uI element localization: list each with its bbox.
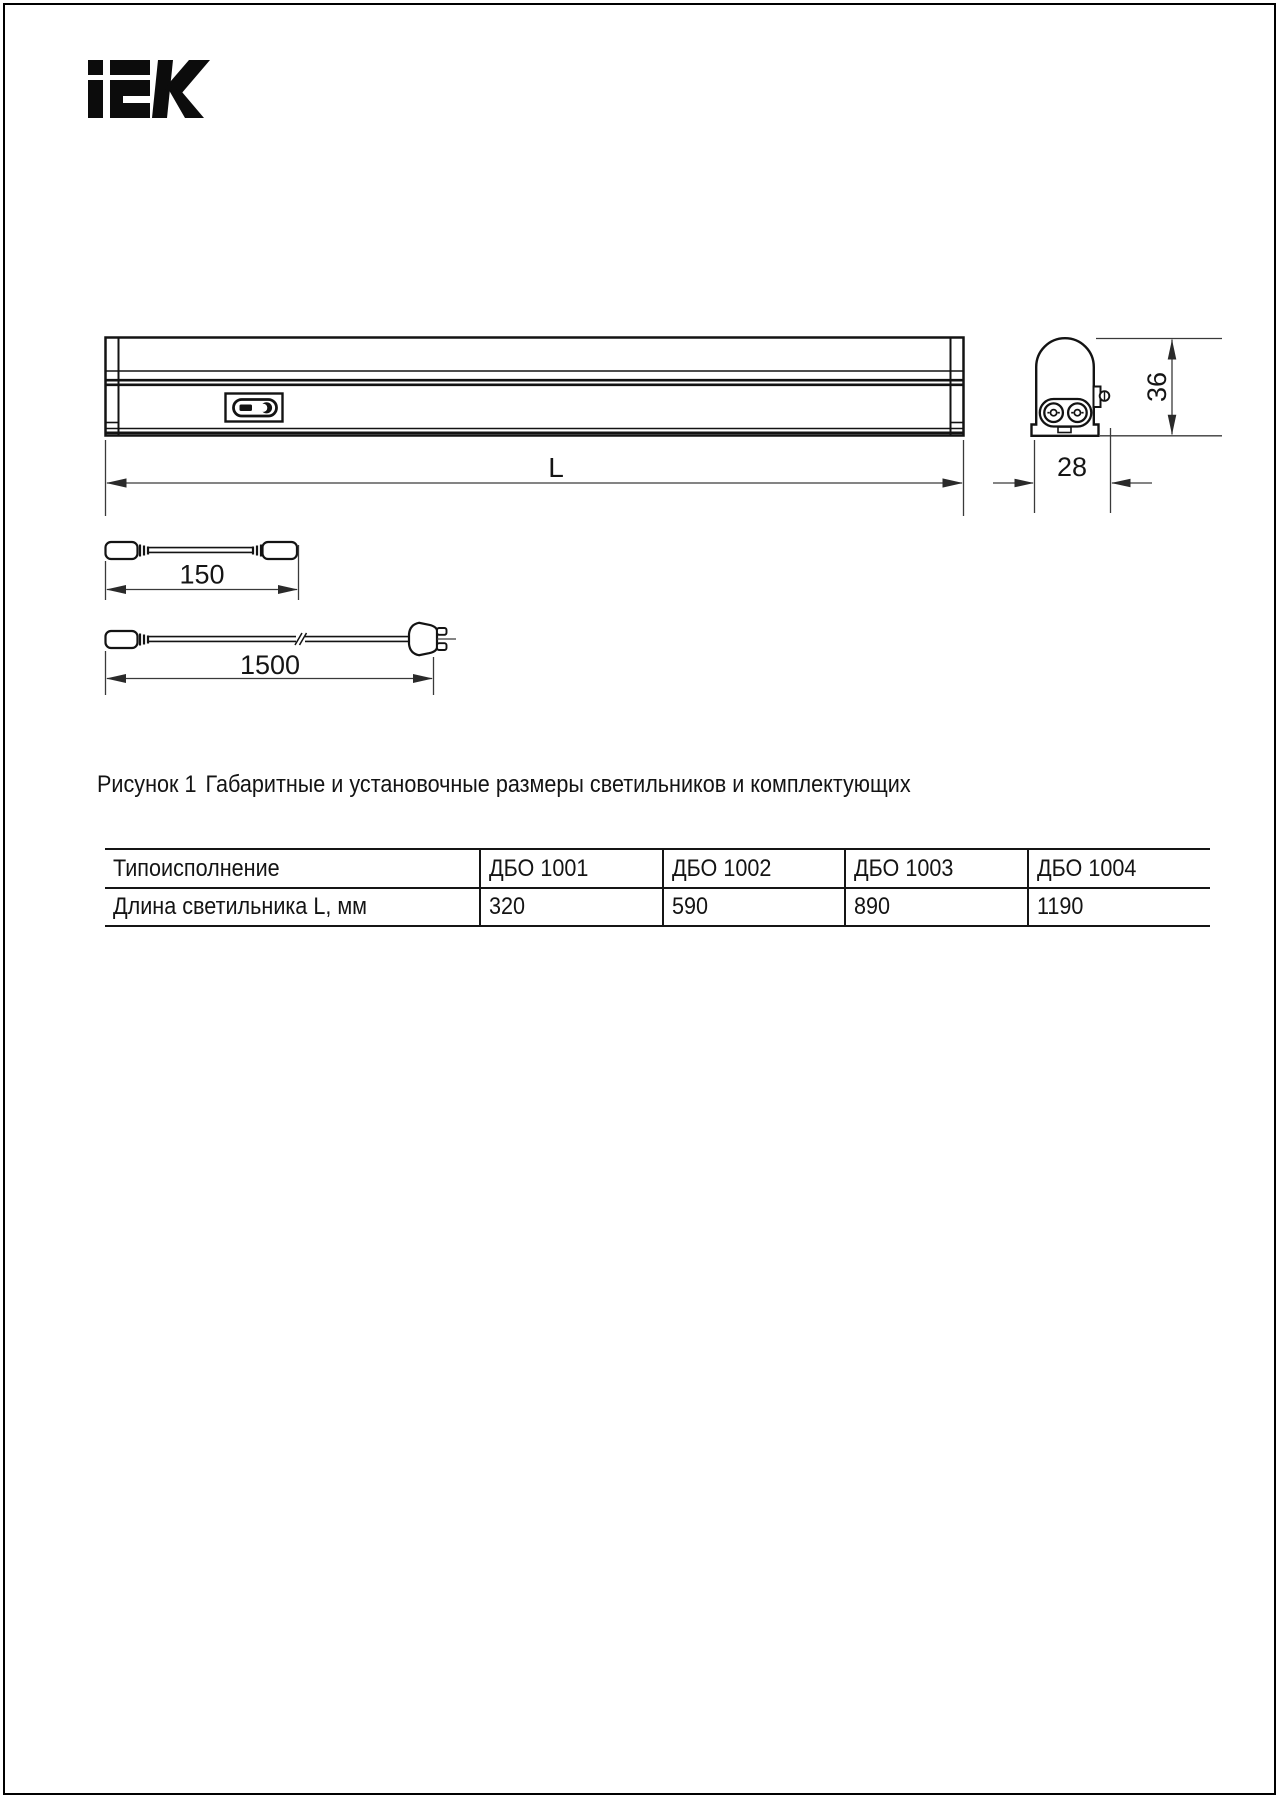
luminaire-front-view-drawing bbox=[105, 338, 964, 436]
figure-caption-number: Рисунок 1 bbox=[97, 771, 197, 798]
table-header-dbo-1002: ДБО 1002 bbox=[663, 849, 845, 888]
table-header-dbo-1003: ДБО 1003 bbox=[845, 849, 1028, 888]
table-cell-length-1001: 320 bbox=[480, 888, 663, 926]
power-cord-plug-drawing bbox=[106, 623, 457, 695]
socket-pin-left bbox=[1044, 403, 1063, 422]
table-header-row bbox=[105, 849, 1210, 888]
socket-pin-right bbox=[1068, 403, 1087, 422]
figure-caption-text: Габаритные и установочные размеры светильников и комплектующих bbox=[205, 771, 911, 798]
connector-cord-drawing bbox=[106, 542, 299, 600]
table-cell-length-1003: 890 bbox=[845, 888, 1028, 926]
dimension-width-28 bbox=[993, 428, 1152, 513]
table-header-type: Типоисполнение bbox=[105, 849, 480, 888]
dimension-label-28: 28 bbox=[1056, 452, 1088, 482]
mounting-tab-drawing bbox=[1094, 387, 1110, 408]
table-cell-length-1004: 1190 bbox=[1028, 888, 1210, 926]
figure-caption bbox=[97, 771, 911, 799]
dimension-label-150: 150 bbox=[179, 559, 225, 590]
table-header-dbo-1004: ДБО 1004 bbox=[1028, 849, 1210, 888]
table-cell-length-label: Длина светильника L, мм bbox=[113, 893, 368, 920]
dimension-label-1500: 1500 bbox=[239, 650, 301, 680]
dimension-label-L: L bbox=[548, 452, 564, 483]
switch-slider bbox=[240, 405, 253, 412]
table-row-length bbox=[105, 888, 1210, 926]
dimensions-table bbox=[105, 848, 1210, 927]
table-cell-length-1002: 590 bbox=[663, 888, 845, 926]
plug-prong-bottom bbox=[437, 643, 447, 650]
table-header-dbo-1001: ДБО 1001 bbox=[480, 849, 663, 888]
plug-body bbox=[409, 623, 437, 655]
dimension-length-L bbox=[106, 440, 964, 516]
dimension-label-36: 36 bbox=[1142, 371, 1172, 403]
plug-prong-top bbox=[437, 628, 447, 635]
dimension-height-36 bbox=[1096, 339, 1222, 436]
power-switch-drawing bbox=[226, 394, 283, 422]
luminaire-end-view-drawing bbox=[1032, 338, 1110, 436]
technical-drawing bbox=[0, 0, 1280, 730]
